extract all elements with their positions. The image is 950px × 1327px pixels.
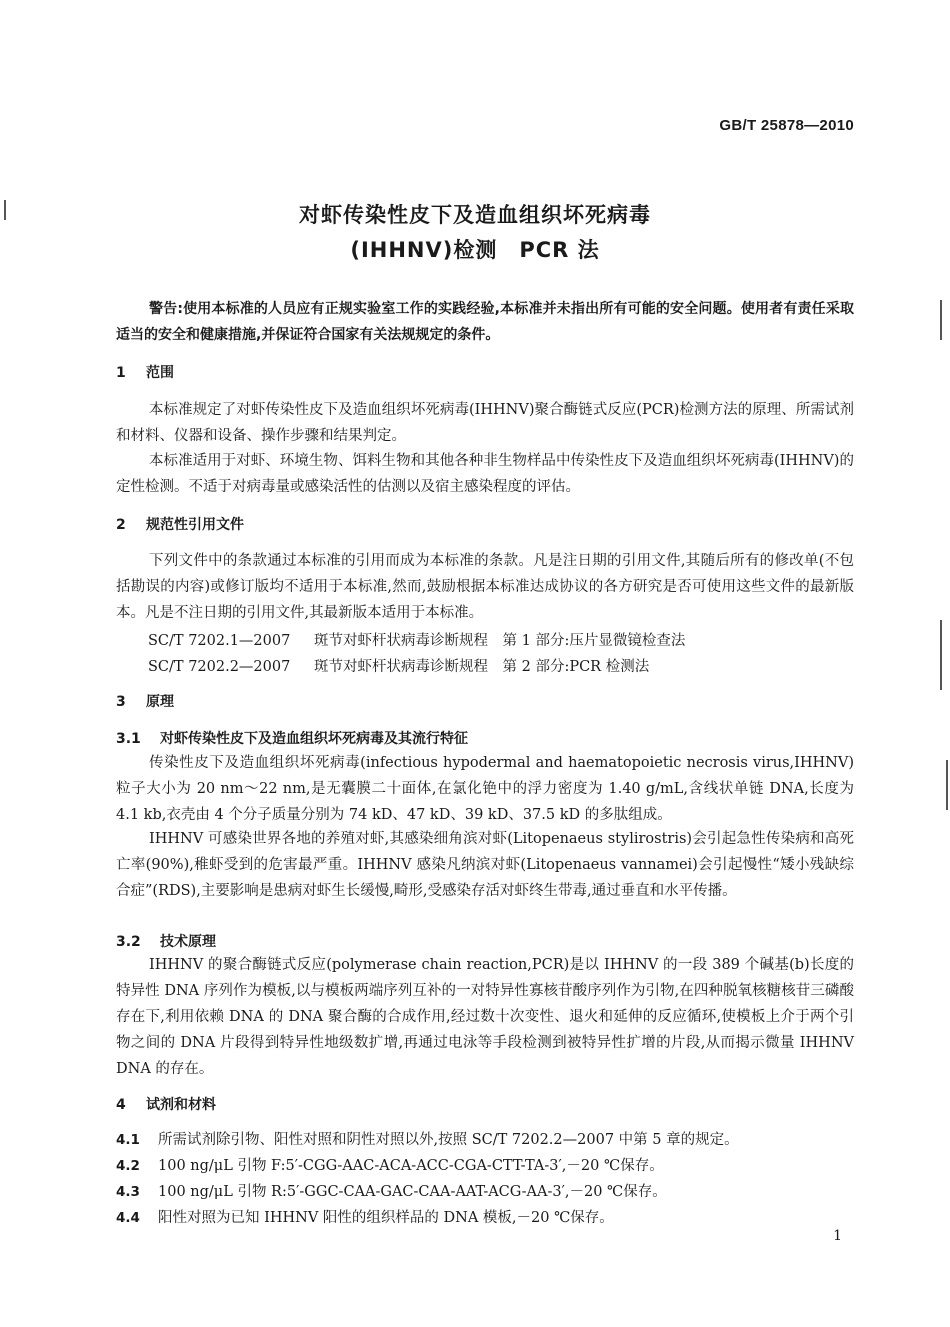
warning-paragraph: 警告:使用本标准的人员应有正规实验室工作的实践经验,本标准并未指出所有可能的安全问题。使用者有责任采取适当的安全和健康措施,并保证符合国家有关法规规定的条件。 — [116, 301, 854, 343]
virus-description-paragraph: 传染性皮下及造血组织坏死病毒(infectious hypodermal and haematopoietic necrosis virus,IHHNV)粒子大小为 20 nm～22 nm,是无囊膜二十面体,在氯化铯中的浮力密度为 1.40 g/mL,含线状单链 DNA,长度为 4.1 kb,衣壳由 4 个分子质量分别为 74 kD、47 kD、39 kD、37.5 kD 的多肽组成。 — [116, 755, 854, 823]
section-title: 范围 — [146, 365, 174, 381]
scan-mark — [940, 620, 942, 690]
item-text: 阳性对照为已知 IHHNV 阳性的组织样品的 DNA 模板,－20 ℃保存。 — [158, 1210, 614, 1226]
section-number: 2 — [116, 517, 126, 533]
subsection-number: 3.1 — [116, 731, 141, 747]
reference-item — [148, 655, 649, 676]
subsection-title: 对虾传染性皮下及造血组织坏死病毒及其流行特征 — [160, 731, 468, 747]
section-heading-1 — [116, 362, 174, 382]
reagent-item — [116, 1128, 739, 1149]
reagent-item — [116, 1180, 667, 1201]
subsection-heading-3-1 — [116, 728, 468, 748]
subsection-number: 3.2 — [116, 934, 141, 950]
subsection-heading-3-2 — [116, 931, 216, 951]
reference-text: 斑节对虾杆状病毒诊断规程 第 1 部分:压片显微镜检查法 — [314, 633, 686, 649]
section-heading-3 — [116, 691, 174, 711]
reference-text: 斑节对虾杆状病毒诊断规程 第 2 部分:PCR 检测法 — [314, 659, 650, 675]
standard-code: GB/T 25878—2010 — [719, 117, 854, 134]
item-number: 4.3 — [116, 1184, 140, 1200]
reagent-item — [116, 1206, 614, 1227]
scan-mark — [946, 760, 948, 810]
item-number: 4.2 — [116, 1158, 140, 1174]
section-heading-4 — [116, 1094, 216, 1114]
section-title: 规范性引用文件 — [146, 517, 244, 533]
page-number: 1 — [833, 1228, 842, 1244]
section-number: 1 — [116, 365, 126, 381]
item-text: 100 ng/μL 引物 F:5′-CGG-AAC-ACA-ACC-CGA-CTT-TA-3′,－20 ℃保存。 — [158, 1158, 664, 1174]
scan-mark — [940, 300, 942, 340]
subsection-title: 技术原理 — [160, 934, 216, 950]
section-heading-2 — [116, 514, 244, 534]
normative-references-paragraph: 下列文件中的条款通过本标准的引用而成为本标准的条款。凡是注日期的引用文件,其随后所有的修改单(不包括勘误的内容)或修订版均不适用于本标准,然而,鼓励根据本标准达成协议的各方研究是否可使用这些文件的最新版本。凡是不注日期的引用文件,其最新版本适用于本标准。 — [116, 553, 854, 621]
document-title-line2: (IHHNV)检测 PCR 法 — [350, 238, 600, 262]
reference-item — [148, 629, 685, 650]
item-number: 4.1 — [116, 1132, 140, 1148]
item-number: 4.4 — [116, 1210, 140, 1226]
item-text: 100 ng/μL 引物 R:5′-GGC-CAA-GAC-CAA-AAT-ACG-AA-3′,－20 ℃保存。 — [158, 1184, 667, 1200]
reference-code: SC/T 7202.1—2007 — [148, 633, 291, 649]
scope-paragraph-2: 本标准适用于对虾、环境生物、饵料生物和其他各种非生物样品中传染性皮下及造血组织坏死病毒(IHHNV)的定性检测。不适于对病毒量或感染活性的估测以及宿主感染程度的评估。 — [116, 453, 854, 495]
section-number: 3 — [116, 694, 126, 710]
item-text: 所需试剂除引物、阳性对照和阴性对照以外,按照 SC/T 7202.2—2007 中第 5 章的规定。 — [158, 1132, 739, 1148]
reagent-item — [116, 1154, 664, 1175]
section-number: 4 — [116, 1097, 126, 1113]
technical-principle-paragraph: IHHNV 的聚合酶链式反应(polymerase chain reaction,PCR)是以 IHHNV 的一段 389 个碱基(b)长度的特异性 DNA 序列作为模板,以与模板两端序列互补的一对特异性寡核苷酸序列作为引物,在四种脱氧核糖核苷三磷酸存在下,利用依赖 DNA 的 DNA 聚合酶的合成作用,经过数十次变性、退火和延伸的反应循环,使模板上介于两个引物之间的 DNA 片段得到特异性地级数扩增,再通过电泳等手段检测到被特异性扩增的片段,从而揭示微量 IHHNV DNA 的存在。 — [116, 957, 854, 1077]
reference-code: SC/T 7202.2—2007 — [148, 659, 291, 675]
scope-paragraph-1: 本标准规定了对虾传染性皮下及造血组织坏死病毒(IHHNV)聚合酶链式反应(PCR)检测方法的原理、所需试剂和材料、仪器和设备、操作步骤和结果判定。 — [116, 402, 854, 444]
section-title: 原理 — [146, 694, 174, 710]
document-title-line1: 对虾传染性皮下及造血组织坏死病毒 — [299, 203, 651, 227]
section-title: 试剂和材料 — [146, 1097, 216, 1113]
epidemiology-paragraph: IHHNV 可感染世界各地的养殖对虾,其感染细角滨对虾(Litopenaeus stylirostris)会引起急性传染病和高死亡率(90%),稚虾受到的危害最严重。IHHNV 感染凡纳滨对虾(Litopenaeus vannamei)会引起慢性“矮小残缺综合症”(RDS),主要影响是患病对虾生长缓慢,畸形,受感染存活对虾终生带毒,通过垂直和水平传播。 — [116, 831, 854, 899]
